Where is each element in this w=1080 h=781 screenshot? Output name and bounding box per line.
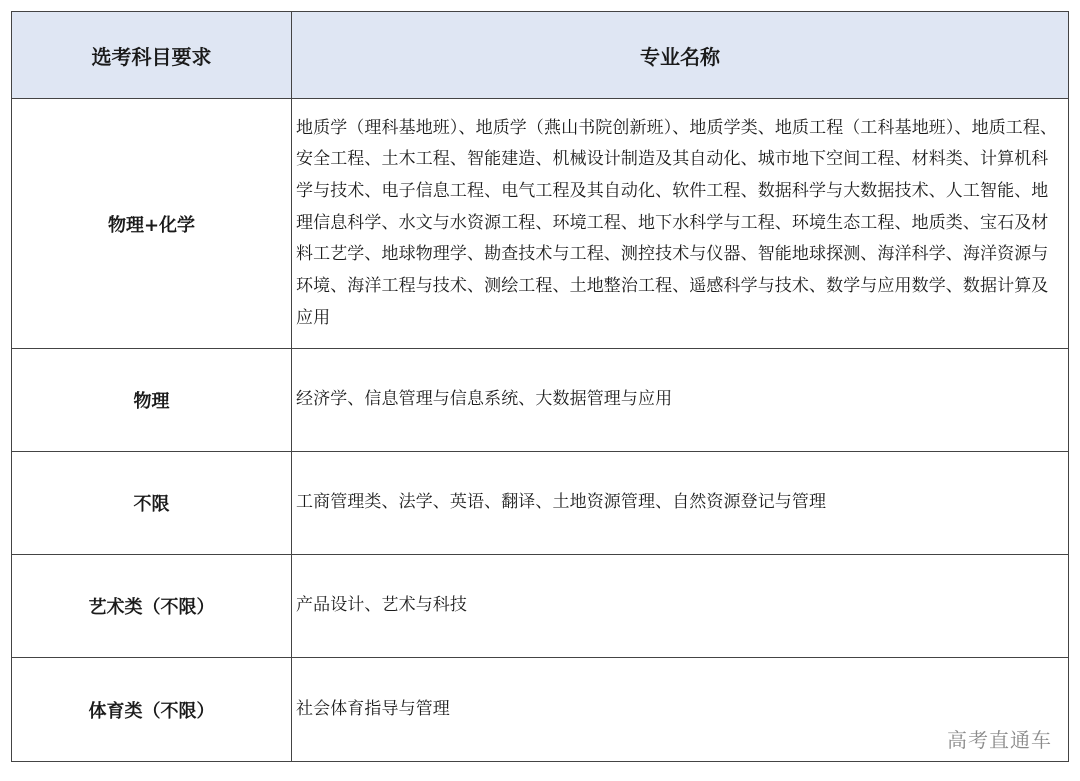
subject-cell: 艺术类（不限） bbox=[12, 555, 292, 658]
majors-cell: 社会体育指导与管理 bbox=[292, 658, 1069, 762]
majors-cell: 经济学、信息管理与信息系统、大数据管理与应用 bbox=[292, 349, 1069, 452]
table-row bbox=[12, 99, 1069, 349]
table-row bbox=[12, 555, 1069, 658]
subject-requirements-table bbox=[11, 11, 1069, 762]
table-row bbox=[12, 349, 1069, 452]
subject-cell: 物理 bbox=[12, 349, 292, 452]
subject-cell: 不限 bbox=[12, 452, 292, 555]
header-subject-requirement: 选考科目要求 bbox=[12, 12, 292, 99]
majors-cell: 地质学（理科基地班）、地质学（燕山书院创新班）、地质学类、地质工程（工科基地班）、地质工程、安全工程、土木工程、智能建造、机械设计制造及其自动化、城市地下空间工程、材料类、计算机科学与技术、电子信息工程、电气工程及其自动化、软件工程、数据科学与大数据技术、人工智能、地理信息科学、水文与水资源工程、环境工程、地下水科学与工程、环境生态工程、地质类、宝石及材料工艺学、地球物理学、勘查技术与工程、测控技术与仪器、智能地球探测、海洋科学、海洋资源与环境、海洋工程与技术、测绘工程、土地整治工程、遥感科学与技术、数学与应用数学、数据计算及应用 bbox=[292, 99, 1069, 349]
table-row bbox=[12, 452, 1069, 555]
table-header-row bbox=[12, 12, 1069, 99]
majors-cell: 工商管理类、法学、英语、翻译、土地资源管理、自然资源登记与管理 bbox=[292, 452, 1069, 555]
header-major-name: 专业名称 bbox=[292, 12, 1069, 99]
table-row bbox=[12, 658, 1069, 762]
subject-cell: 体育类（不限） bbox=[12, 658, 292, 762]
majors-cell: 产品设计、艺术与科技 bbox=[292, 555, 1069, 658]
watermark: 高考直通车 bbox=[947, 728, 1052, 752]
subject-cell: 物理+化学 bbox=[12, 99, 292, 349]
